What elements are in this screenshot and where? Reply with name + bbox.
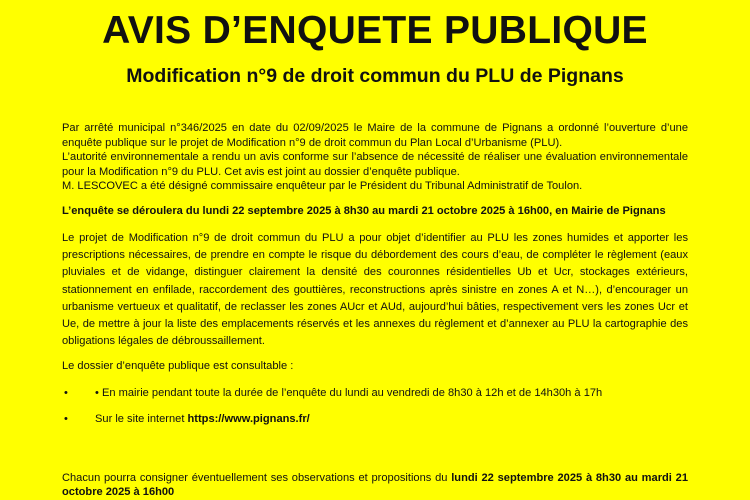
observations-paragraph bbox=[62, 471, 688, 500]
dossier-intro: Le dossier d’enquête publique est consultable : bbox=[62, 360, 294, 373]
list-item-website-text: Sur le site internet bbox=[95, 413, 188, 426]
consultation-list bbox=[62, 386, 688, 427]
page-title: AVIS D’ENQUETE PUBLIQUE bbox=[102, 9, 648, 52]
page-subtitle: Modification n°9 de droit commun du PLU de Pignans bbox=[126, 65, 624, 87]
notice-body bbox=[62, 121, 688, 500]
observations-dates: lundi 22 septembre 2025 à 8h30 au mardi 21 octobre 2025 à 16h00 bbox=[62, 471, 689, 499]
project-object-paragraph: Le projet de Modification n°9 de droit commun du PLU a pour objet d’identifier au PLU les zones humides et apporter les prescriptions nécessaires, de prendre en compte le risque du débordement des cours d’eau, de compléter le règlement (eaux pluviales et de vidange, distinguer clairement la densité des couronnes résidentielles Ub et Ucr, stockages extérieurs, stationnement en enfilade, raccordement des gouttières, reconstructions après sinistre en zones A et N…), d’encourager un urbanisme vertueux et qualitatif, de reclasser les zones AUcr et AUd, aujourd’hui bâties, respectivement vers les zones Ucr et Ue, de mettre à jour la liste des emplacements réservés et les annexes du règlement et d’annexer au PLU la cartographie des obligations légales de débroussaillement. bbox=[62, 232, 688, 348]
intro-paragraph bbox=[62, 121, 688, 194]
bullet-icon: • bbox=[64, 386, 68, 399]
intro-line-3: M. LESCOVEC a été désigné commissaire enquêteur par le Président du Tribunal Administratif de Toulon. bbox=[62, 180, 583, 192]
website-link[interactable]: https://www.pignans.fr/ bbox=[187, 413, 310, 426]
list-item-website bbox=[62, 412, 688, 427]
observations-text: Chacun pourra consigner éventuellement ses observations et propositions du bbox=[62, 471, 452, 484]
bullet-icon: • bbox=[64, 413, 68, 426]
inquiry-dates: L’enquête se déroulera du lundi 22 septembre 2025 à 8h30 au mardi 21 octobre 2025 à 16h00, en Mairie de Pignans bbox=[62, 204, 666, 217]
list-item-mairie-text: • En mairie pendant toute la durée de l’enquête du lundi au vendredi de 8h30 à 12h et de 14h30h à 17h bbox=[95, 386, 603, 399]
intro-line-1: Par arrêté municipal n°346/2025 en date du 02/09/2025 le Maire de la commune de Pignans a ordonné l’ouverture d’une enquête publique sur le projet de Modification n°9 de droit commun du Plan Local d’Urbanisme (PLU). bbox=[62, 122, 688, 149]
list-item-mairie bbox=[62, 386, 688, 401]
intro-line-2: L’autorité environnementale a rendu un avis conforme sur l’absence de nécessité de réaliser une évaluation environnementale pour la Modification n°9 du PLU. Cet avis est joint au dossier d’enquête publique. bbox=[62, 151, 688, 178]
